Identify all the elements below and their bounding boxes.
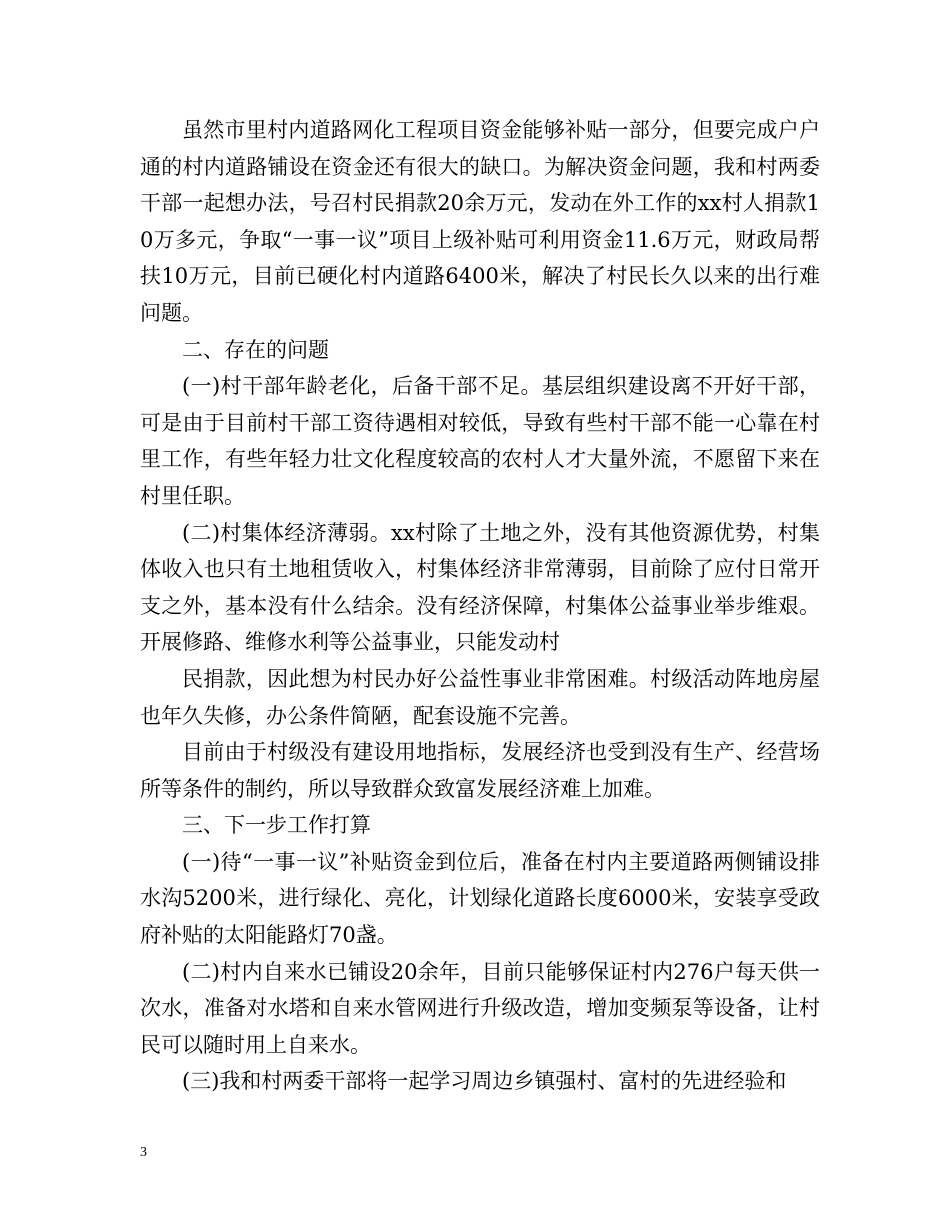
page-number: 3 (140, 1145, 147, 1160)
paragraph-learning-experience: (三)我和村两委干部将一起学习周边乡镇强村、富村的先进经验和 (182, 1069, 787, 1094)
paragraph-water-supply-upgrade: (二)村内自来水已铺设20余年，目前只能够保证村内276户每天供一次水，准备对水塔和自来水管网进行升级改造，增加变频泵等设备，让村民可以随时用上自来水。 (140, 959, 820, 1057)
document-body (140, 112, 820, 1100)
paragraph-drainage-lighting-plan: (一)待“一事一议”补贴资金到位后，准备在村内主要道路两侧铺设排水沟5200米，进行绿化、亮化，计划绿化道路长度6000米，安装享受政府补贴的太阳能路灯70盏。 (140, 849, 820, 948)
section-heading-next-steps: 三、下一步工作打算 (182, 813, 371, 838)
paragraph-road-funding: 虽然市里村内道路网化工程项目资金能够补贴一部分，但要完成户户通的村内道路铺设在资金还有很大的缺口。为解决资金问题，我和村两委干部一起想办法，号召村民捐款20余万元，发动在外工作的xx村人捐款10万多元，争取“一事一议”项目上级补贴可利用资金11.6万元，财政局帮扶10万元，目前已硬化村内道路6400米，解决了村民长久以来的出行难问题。 (140, 118, 820, 325)
paragraph-cadre-aging: (一)村干部年龄老化，后备干部不足。基层组织建设离不开好干部，可是由于目前村干部工资待遇相对较低，导致有些村干部不能一心靠在村里工作，有些年轻力壮文化程度较高的农村人才大量外流，不愿留下来在村里任职。 (140, 374, 820, 508)
paragraph-weak-collective-economy: (二)村集体经济薄弱。xx村除了土地之外，没有其他资源优势，村集体收入也只有土地租赁收入，村集体经济非常薄弱，目前除了应付日常开支之外，基本没有什么结余。没有经济保障，村集体公益事业举步维艰。开展修路、维修水利等公益事业，只能发动村 (140, 520, 820, 655)
paragraph-donations-facilities: 民捐款，因此想为村民办好公益性事业非常困难。村级活动阵地房屋也年久失修，办公条件简陋，配套设施不完善。 (140, 666, 820, 728)
paragraph-land-use-constraints: 目前由于村级没有建设用地指标，发展经济也受到没有生产、经营场所等条件的制约，所以导致群众致富发展经济难上加难。 (140, 740, 820, 801)
section-heading-existing-problems: 二、存在的问题 (182, 337, 329, 362)
